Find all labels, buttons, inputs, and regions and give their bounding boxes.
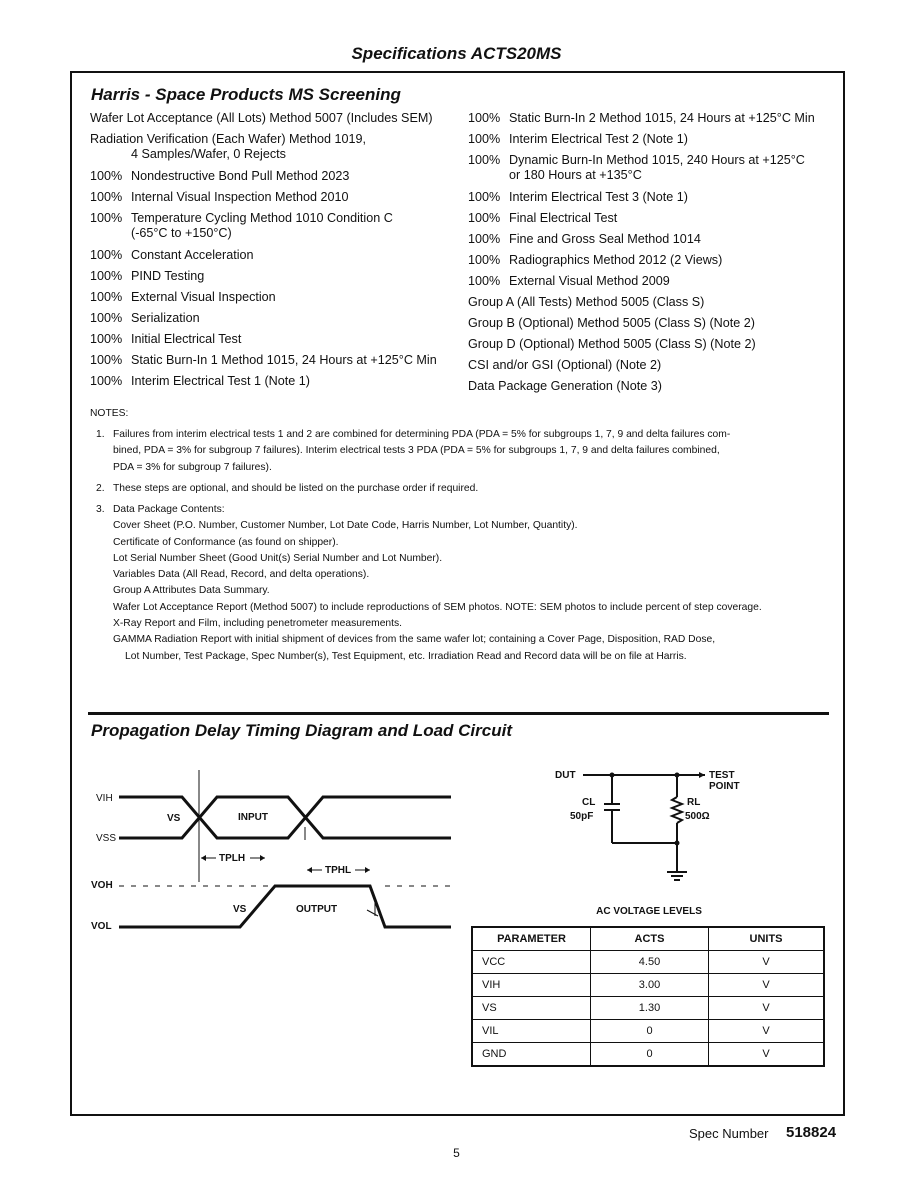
screening-item-continuation: or 180 Hours at +135°C — [509, 168, 642, 182]
screening-item-percent: 100% — [90, 289, 123, 304]
screening-item-percent: 100% — [468, 231, 501, 246]
input-label: INPUT — [238, 812, 268, 823]
table-row — [472, 1043, 824, 1067]
screening-item-text: Interim Electrical Test 3 (Note 1) — [509, 189, 688, 204]
ac-cell-acts: 0 — [591, 1043, 709, 1067]
screening-title: Harris - Space Products MS Screening — [91, 85, 401, 104]
output-vs-mark — [367, 910, 378, 916]
cl-junction-dot — [610, 773, 615, 778]
screening-item-text: Static Burn-In 2 Method 1015, 24 Hours at +125°C Min — [509, 111, 815, 125]
rl-zigzag — [672, 797, 682, 823]
screening-item-text: Serialization — [131, 310, 200, 325]
note-3-item: GAMMA Radiation Report with initial shipment of devices from the same wafer lot; containing a Cover Page, Disposition, RAD Dose, — [113, 634, 716, 646]
voh-label: VOH — [91, 880, 113, 891]
page-header: Specifications ACTS20MS — [351, 44, 562, 63]
tphl-label: TPHL — [325, 865, 352, 876]
load-circuit — [583, 775, 705, 880]
ac-header-acts: ACTS — [591, 927, 709, 951]
spec-number-label: Spec Number — [689, 1126, 769, 1141]
table-row — [472, 974, 824, 997]
screening-item-percent: 100% — [90, 352, 123, 367]
screening-item-text: Radiographics Method 2012 (2 Views) — [509, 252, 723, 267]
dut-label: DUT — [555, 770, 576, 781]
screening-item-percent: 100% — [468, 189, 501, 204]
screening-item-text: Static Burn-In 1 Method 1015, 24 Hours at +125°C Min — [131, 352, 437, 367]
screening-item-text: Group D (Optional) Method 5005 (Class S) (Note 2) — [468, 336, 756, 351]
note-1-line: PDA = 3% for subgroup 7 failures). — [113, 461, 272, 473]
ground-junction-dot — [675, 841, 680, 846]
screening-item-text: Final Electrical Test — [509, 210, 618, 225]
vss-label: VSS — [96, 833, 117, 844]
screening-item-continuation: (-65°C to +150°C) — [131, 225, 232, 240]
ac-cell-acts: 4.50 — [591, 951, 709, 974]
screening-item-percent: 100% — [468, 153, 501, 167]
screening-item-percent: 100% — [90, 268, 123, 283]
note-1-line: bined, PDA = 3% for subgroup 7 failures). Interim electrical tests 3 PDA (PDA = 5% for subgroups 1, 7, 9 and delta failures combined, — [113, 445, 720, 457]
cl-value: 50pF — [570, 811, 594, 822]
spec-number: 518824 — [786, 1124, 837, 1141]
note-3-item: Wafer Lot Acceptance Report (Method 5007) to include reproductions of SEM photos. NOTE: SEM photos to include percent of step coverage. — [113, 601, 762, 613]
ac-cell-param: VCC — [472, 951, 591, 974]
note-1-number: 1. — [96, 429, 105, 440]
ac-cell-units: V — [709, 997, 825, 1020]
tphl-arrowhead-right — [365, 867, 370, 873]
screening-item-percent: 100% — [90, 168, 123, 183]
ac-cell-acts: 0 — [591, 1020, 709, 1043]
rl-junction-dot — [675, 773, 680, 778]
ac-cell-acts: 3.00 — [591, 974, 709, 997]
input-vs-label: VS — [167, 813, 181, 824]
cl-label: CL — [582, 797, 596, 808]
test-point-arrow — [699, 772, 705, 778]
note-1-line: Failures from interim electrical tests 1 and 2 are combined for determining PDA (PDA = 5% for subgroups 1, 7, 9 and delta failures com- — [113, 429, 731, 440]
note-3-item: Lot Number, Test Package, Spec Number(s), Test Equipment, etc. Irradiation Read and Record data will be on file at Harris. — [125, 650, 687, 662]
screening-item-text: Wafer Lot Acceptance (All Lots) Method 5007 (Includes SEM) — [90, 111, 433, 125]
screening-item-text: Temperature Cycling Method 1010 Condition C — [131, 210, 393, 225]
note-3-item: Cover Sheet (P.O. Number, Customer Number, Lot Date Code, Harris Number, Lot Number, Quantity). — [113, 520, 578, 532]
rl-value: 500Ω — [685, 811, 710, 822]
screening-item-text: Interim Electrical Test 2 (Note 1) — [509, 132, 688, 146]
ac-levels-title: AC VOLTAGE LEVELS — [596, 906, 702, 917]
screening-item-text: Internal Visual Inspection Method 2010 — [131, 189, 349, 204]
vol-label: VOL — [91, 921, 112, 932]
screening-item-text: Group A (All Tests) Method 5005 (Class S) — [468, 294, 705, 309]
screening-item-percent: 100% — [90, 331, 123, 346]
note-3-item: X-Ray Report and Film, including penetrometer measurements. — [113, 618, 403, 630]
notes-heading: NOTES: — [90, 408, 129, 419]
screening-item-percent: 100% — [468, 252, 501, 267]
note-3-number: 3. — [96, 504, 105, 515]
tphl-arrowhead-left — [307, 867, 312, 873]
note-2-number: 2. — [96, 483, 105, 494]
note-3-item: Lot Serial Number Sheet (Good Unit(s) Serial Number and Lot Number). — [113, 552, 443, 564]
screening-item-text: Nondestructive Bond Pull Method 2023 — [131, 168, 350, 183]
screening-item-percent: 100% — [468, 111, 501, 125]
rl-label: RL — [687, 797, 701, 808]
vih-label: VIH — [96, 793, 113, 804]
screening-item-percent: 100% — [90, 373, 123, 388]
ac-cell-units: V — [709, 1020, 825, 1043]
screening-item-text: PIND Testing — [131, 268, 205, 283]
screening-item-text: Dynamic Burn-In Method 1015, 240 Hours at +125°C — [509, 153, 805, 167]
ac-cell-units: V — [709, 951, 825, 974]
test-point-label: TEST — [709, 770, 735, 781]
ac-cell-param: VIH — [472, 974, 591, 997]
ac-cell-param: VIL — [472, 1020, 591, 1043]
screening-item-text: External Visual Method 2009 — [509, 273, 670, 288]
ac-cell-acts: 1.30 — [591, 997, 709, 1020]
ac-header-row — [472, 927, 824, 951]
table-row — [472, 997, 824, 1020]
ac-levels-table — [471, 926, 825, 1067]
test-point-label-2: POINT — [709, 781, 740, 792]
screening-item-percent: 100% — [90, 189, 123, 204]
screening-item-text: CSI and/or GSI (Optional) (Note 2) — [468, 357, 662, 372]
note-2: These steps are optional, and should be listed on the purchase order if required. — [113, 483, 479, 494]
screening-item-text: Fine and Gross Seal Method 1014 — [509, 231, 701, 246]
ac-cell-units: V — [709, 1043, 825, 1067]
ac-cell-units: V — [709, 974, 825, 997]
screening-item-percent: 100% — [468, 132, 501, 146]
tplh-arrowhead-left — [201, 855, 206, 861]
ac-header-parameter: PARAMETER — [472, 927, 591, 951]
screening-item-continuation: 4 Samples/Wafer, 0 Rejects — [131, 147, 286, 161]
screening-item-percent: 100% — [90, 310, 123, 325]
tplh-label: TPLH — [219, 853, 246, 864]
note-3-heading: Data Package Contents: — [113, 504, 225, 515]
screening-item-text: Data Package Generation (Note 3) — [468, 378, 662, 393]
screening-item-text: External Visual Inspection — [131, 289, 276, 304]
output-label: OUTPUT — [296, 904, 338, 915]
ac-cell-param: GND — [472, 1043, 591, 1067]
note-3-item: Group A Attributes Data Summary. — [113, 585, 270, 597]
screening-item-percent: 100% — [90, 210, 123, 225]
screening-item-text: Initial Electrical Test — [131, 331, 242, 346]
ac-header-units: UNITS — [709, 927, 825, 951]
note-3-item: Certificate of Conformance (as found on shipper). — [113, 536, 339, 548]
page-number: 5 — [453, 1146, 460, 1160]
screening-item-percent: 100% — [468, 273, 501, 288]
screening-item-percent: 100% — [90, 247, 123, 262]
note-3-item: Variables Data (All Read, Record, and delta operations). — [113, 569, 370, 581]
screening-item-text: Radiation Verification (Each Wafer) Method 1019, — [90, 132, 367, 146]
screening-item-text: Group B (Optional) Method 5005 (Class S) (Note 2) — [468, 315, 755, 330]
ac-cell-param: VS — [472, 997, 591, 1020]
table-row — [472, 1020, 824, 1043]
screening-item-text: Interim Electrical Test 1 (Note 1) — [131, 373, 310, 388]
tplh-arrowhead-right — [260, 855, 265, 861]
output-waveform — [119, 886, 451, 927]
screening-item-text: Constant Acceleration — [131, 247, 254, 262]
timing-title: Propagation Delay Timing Diagram and Load Circuit — [91, 721, 512, 740]
output-vs-label: VS — [233, 904, 247, 915]
table-row — [472, 951, 824, 974]
screening-item-percent: 100% — [468, 210, 501, 225]
